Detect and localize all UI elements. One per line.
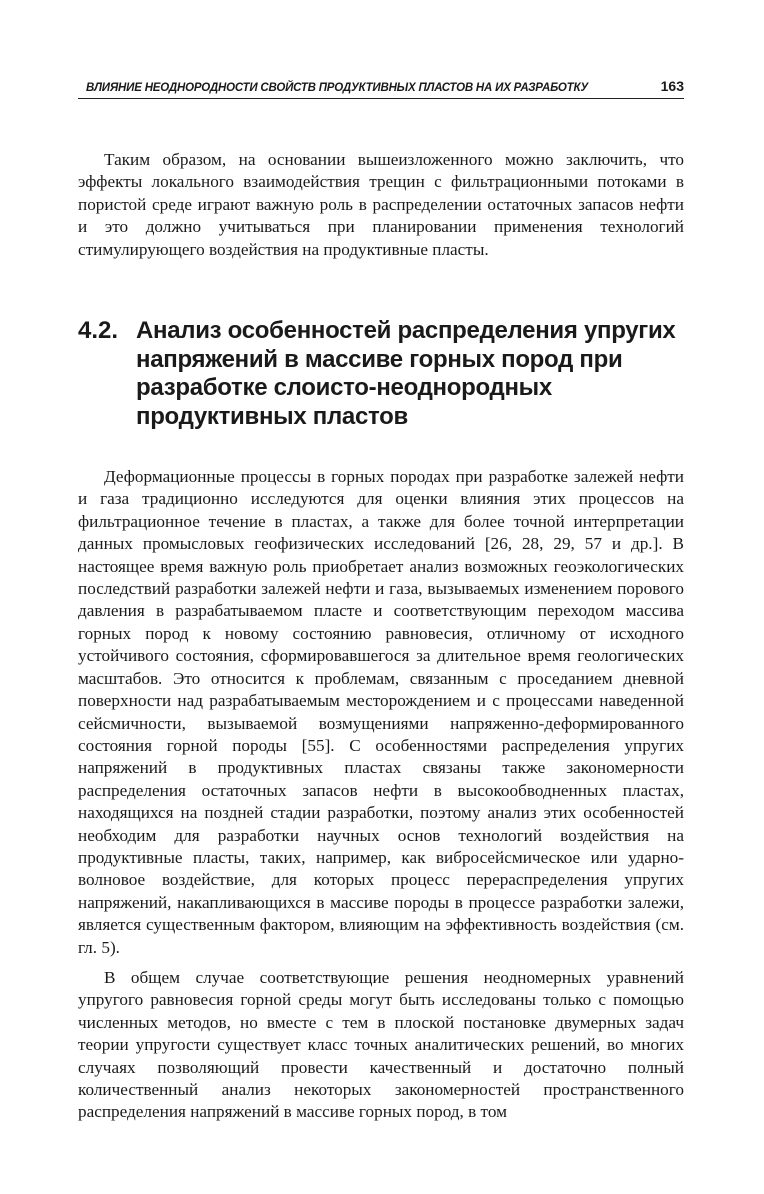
running-head-title: ВЛИЯНИЕ НЕОДНОРОДНОСТИ СВОЙСТВ ПРОДУКТИВНЫХ ПЛАСТОВ НА ИХ РАЗРАБОТКУ xyxy=(86,82,588,94)
paragraph-conclusion: Таким образом, на основании вышеизложенного можно заключить, что эффекты локального взаимодействия трещин с фильтрационными потоками в пористой среде играют важную роль в распределении остаточных запасов нефти и это должно учитываться при планировании применения технологий стимулирующего воздействия на продуктивные пласты. xyxy=(78,150,684,259)
section-heading xyxy=(78,317,684,431)
paragraph-deformation: Деформационные процессы в горных породах при разработке залежей нефти и газа традиционно исследуются для оценки влияния этих процессов на фильтрационное течение в пластах, а также для более точной интерпретации данных промысловых геофизических исследований [26, 28, 29, 57 и др.]. В настоящее время важную роль приобретает анализ возможных геоэкологических последствий разработки залежей нефти и газа, вызываемых изменением порового давления в разрабатываемом пласте и соответствующим переходом массива горных пород к новому состоянию равновесия, отличному от исходного устойчивого состояния, сформировавшегося за длительное время геологических масштабов. Это относится к проблемам, связанным с проседанием дневной поверхности над разрабатываемым месторождением и с процессами наведенной сейсмичности, вызываемой возмущениями напряженно-деформированного состояния горной породы [55]. С особенностями распределения упругих напряжений в продуктивных пластах связаны также закономерности распределения остаточных запасов нефти в высокообводненных пластах, находящихся на поздней стадии разработки, поэтому анализ этих особенностей необходим для разработки научных основ технологий воздействия на продуктивные пласты, таких, например, как вибросейсмическое или ударно-волновое воздействие, для которых процесс перераспределения упругих напряжений, накапливающихся в массиве породы в процессе разработки залежи, является существенным фактором, влияющим на эффективность воздействия (см. гл. 5). xyxy=(78,467,684,957)
paragraph-general-case: В общем случае соответствующие решения неодномерных уравнений упругого равновесия горной среды могут быть исследованы только с помощью численных методов, но вместе с тем в плоской постановке двумерных задач теории упругости существует класс точных аналитических решений, во многих случаях позволяющий провести качественный и достаточно полный количественный анализ некоторых закономерностей пространственного распределения напряжений в массиве горных пород, в том xyxy=(78,967,684,1122)
section-title: Анализ особенностей распределения упругих напряжений в массиве горных пород при разработке слоисто-неоднородных продуктивных пластов xyxy=(136,317,676,430)
page-number: 163 xyxy=(660,78,684,94)
section-number: 4.2. xyxy=(78,317,119,345)
running-head xyxy=(78,78,684,99)
book-page xyxy=(78,78,684,1124)
